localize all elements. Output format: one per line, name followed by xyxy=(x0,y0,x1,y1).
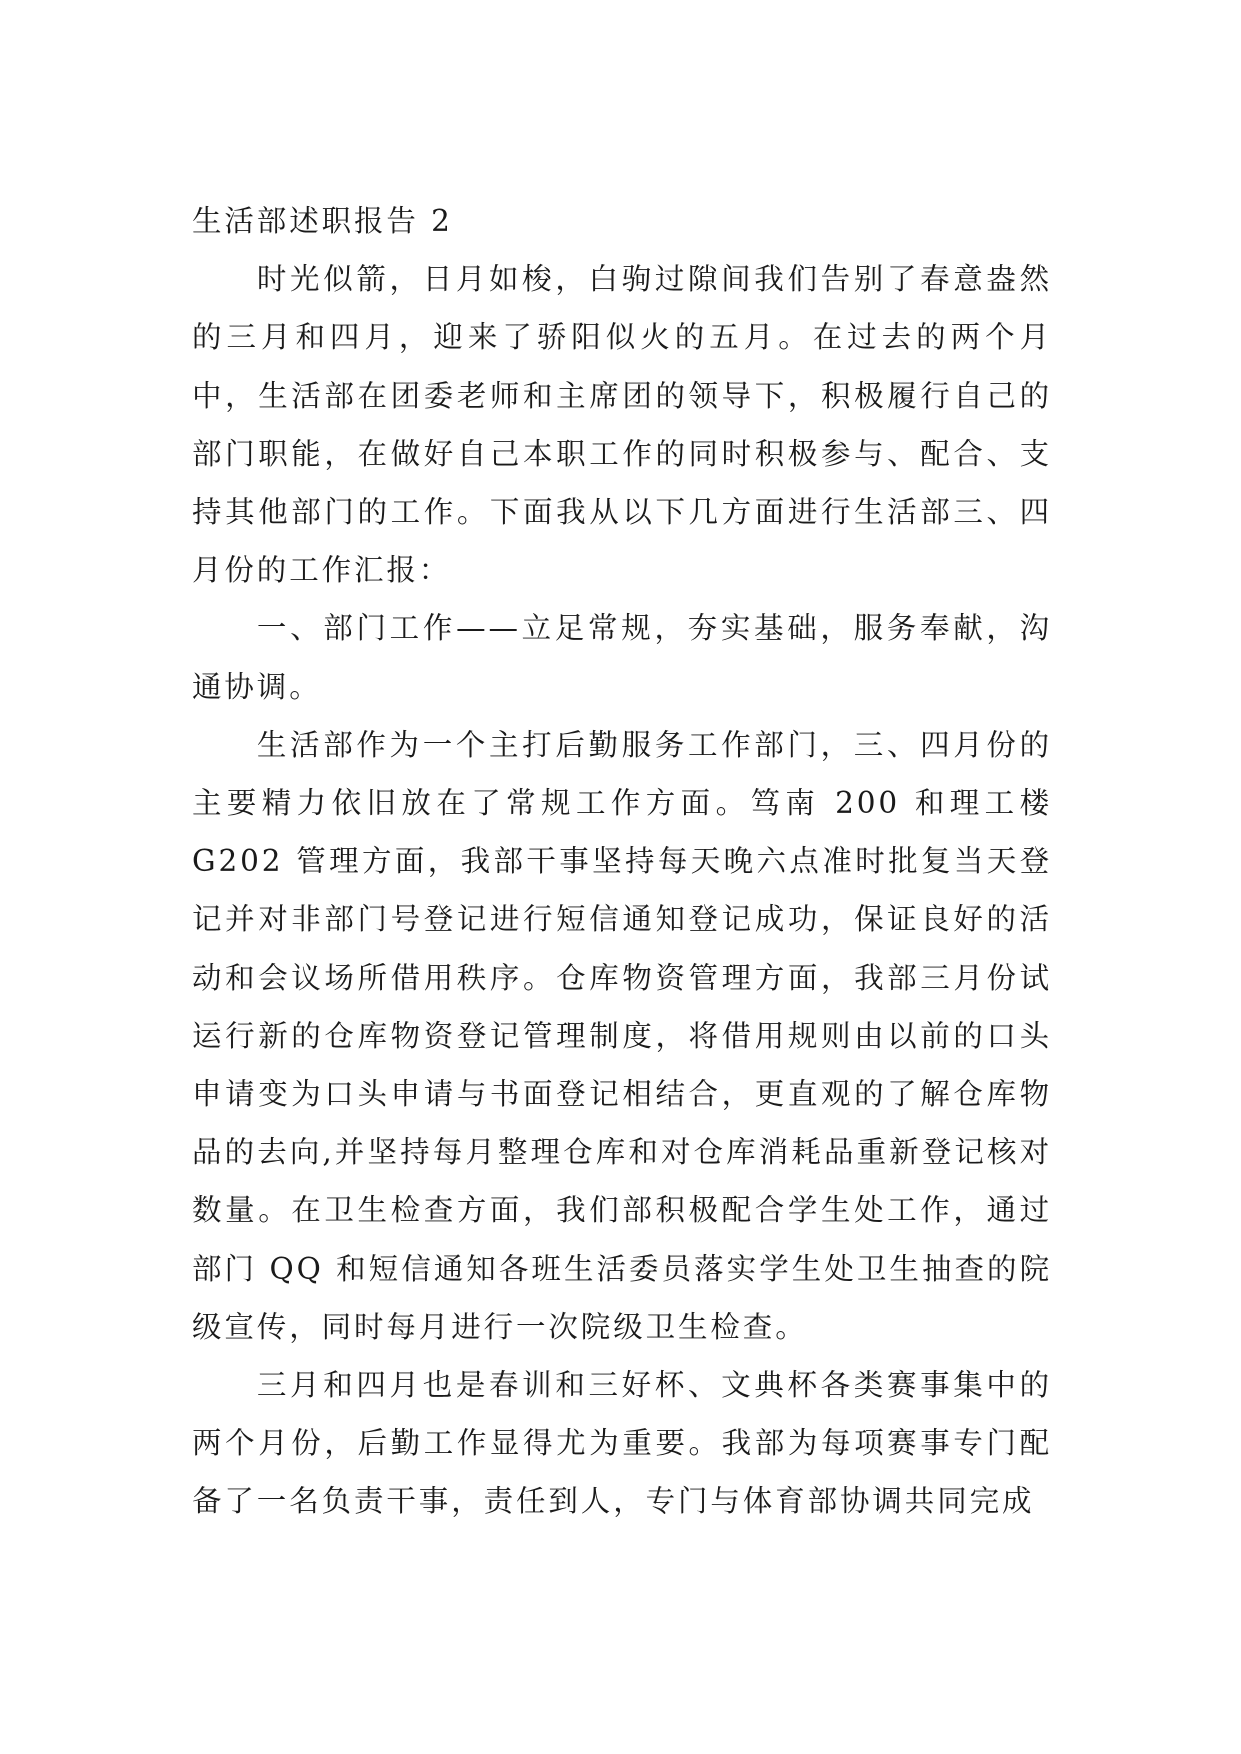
document-body xyxy=(192,192,1052,1531)
paragraph-events: 三月和四月也是春训和三好杯、文典杯各类赛事集中的两个月份，后勤工作显得尤为重要。我部为每项赛事专门配备了一名负责干事，责任到人，专门与体育部协调共同完成 xyxy=(192,1368,1052,1519)
paragraph-section-heading: 一、部门工作——立足常规，夯实基础，服务奉献，沟通协调。 xyxy=(192,611,1052,704)
paragraph-routine-work: 生活部作为一个主打后勤服务工作部门，三、四月份的主要精力依旧放在了常规工作方面。笃南 200 和理工楼 G202 管理方面，我部干事坚持每天晚六点准时批复当天登记并对非部门号登记进行短信通知登记成功，保证良好的活动和会议场所借用秩序。仓库物资管理方面，我部三月份试运行新的仓库物资登记管理制度，将借用规则由以前的口头申请变为口头申请与书面登记相结合，更直观的了解仓库物品的去向,并坚持每月整理仓库和对仓库消耗品重新登记核对数量。在卫生检查方面，我们部积极配合学生处工作，通过部门 QQ 和短信通知各班生活委员落实学生处卫生抽查的院级宣传，同时每月进行一次院级卫生检查。 xyxy=(192,727,1052,1344)
paragraph-intro: 时光似箭，日月如梭，白驹过隙间我们告别了春意盎然的三月和四月，迎来了骄阳似火的五月。在过去的两个月中，生活部在团委老师和主席团的领导下，积极履行自己的部门职能，在做好自己本职工作的同时积极参与、配合、支持其他部门的工作。下面我从以下几方面进行生活部三、四月份的工作汇报： xyxy=(192,262,1052,588)
document-title: 生活部述职报告 2 xyxy=(192,204,453,238)
